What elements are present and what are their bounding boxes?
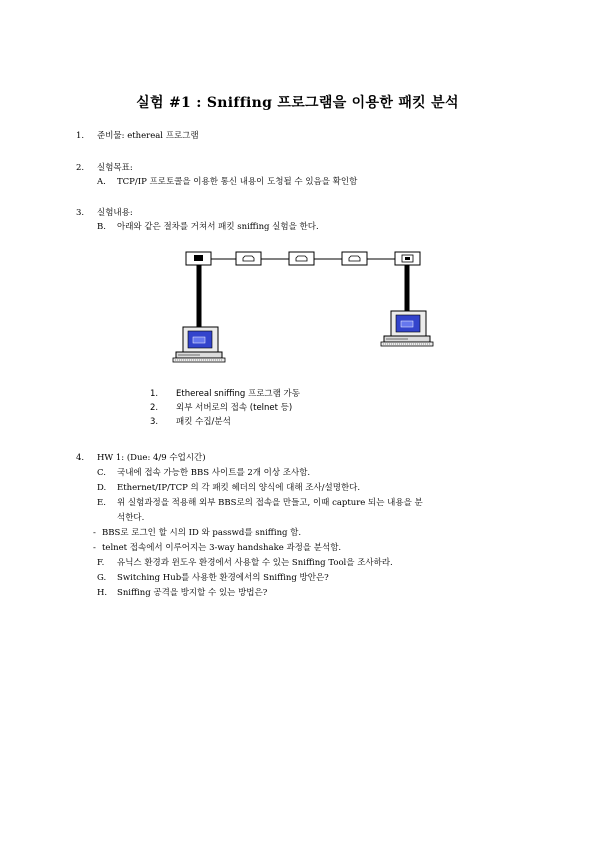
left-computer-icon	[173, 327, 225, 362]
hw-dash-2-text: telnet 접속에서 이루어지는 3-way handshake 과정을 분석함.	[102, 543, 342, 553]
hw-item-d-label: D.	[97, 483, 107, 493]
network-node-right-port	[395, 252, 420, 265]
hw-dash-2-label: -	[93, 543, 96, 553]
hw-dash-1-text: BBS로 로그인 할 시의 ID 와 passwd를 sniffing 함.	[102, 528, 302, 538]
hw-item-h-text: Sniffing 공격을 방지할 수 있는 방법은?	[117, 588, 268, 598]
page-title: 실험 #1 : Sniffing 프로그램을 이용한 패킷 분석	[136, 95, 459, 111]
section-3-number: 3.	[76, 208, 85, 218]
hw-item-g-text: Switching Hub를 사용한 환경에서의 Sniffing 방안은?	[117, 573, 329, 583]
procedure-1-text: Ethereal sniffing 프로그램 가동	[176, 389, 300, 399]
section-4-number: 4.	[76, 453, 85, 463]
hw-item-f-label: F.	[97, 558, 105, 568]
section-2-item-a-label: A.	[97, 177, 106, 187]
procedure-2-text: 외부 서버로의 접속 (telnet 등)	[176, 403, 293, 413]
section-2-number: 2.	[76, 163, 85, 173]
network-node-router-2-icon	[289, 252, 314, 265]
hw-item-g-label: G.	[97, 573, 107, 583]
section-2-item-a-text: TCP/IP 프로토콜을 이용한 통신 내용이 도청될 수 있음을 확인함	[117, 177, 358, 187]
network-node-router-3-icon	[342, 252, 367, 265]
network-node-left-port	[186, 252, 211, 265]
section-3-text: 실험내용:	[97, 208, 133, 218]
hw-item-c-label: C.	[97, 468, 106, 478]
section-2-text: 실험목표:	[97, 163, 133, 173]
procedure-3-number: 3.	[150, 417, 159, 427]
hw-item-c-text: 국내에 접속 가능한 BBS 사이트를 2개 이상 조사함.	[117, 468, 311, 478]
procedure-3-text: 패킷 수집/분석	[176, 417, 231, 427]
hw-item-e-text: 위 실험과정을 적용해 외부 BBS로의 접속을 만들고, 이때 capture 되는 내용을 분	[117, 498, 423, 508]
right-computer-icon	[381, 311, 433, 346]
hw-item-e-continuation: 석한다.	[117, 513, 145, 523]
network-node-router-1-icon	[236, 252, 261, 265]
hw-item-f-text: 유닉스 환경과 윈도우 환경에서 사용할 수 있는 Sniffing Tool을 조사하라.	[117, 558, 393, 568]
section-3-item-b-label: B.	[97, 222, 106, 232]
section-1-number: 1.	[76, 131, 85, 141]
hw-item-h-label: H.	[97, 588, 108, 598]
hw-dash-1-label: -	[93, 528, 96, 538]
procedure-2-number: 2.	[150, 403, 159, 413]
section-3-item-b-text: 아래와 같은 절차를 거쳐서 패킷 sniffing 실험을 한다.	[117, 222, 319, 232]
hw-item-e-label: E.	[97, 498, 106, 508]
section-4-text: HW 1: (Due: 4/9 수업시간)	[97, 453, 206, 463]
section-1-text: 준비물: ethereal 프로그램	[97, 131, 199, 141]
hw-item-d-text: Ethernet/IP/TCP 의 각 패킷 헤더의 양식에 대해 조사/설명한다.	[117, 483, 361, 493]
procedure-1-number: 1.	[150, 389, 159, 399]
